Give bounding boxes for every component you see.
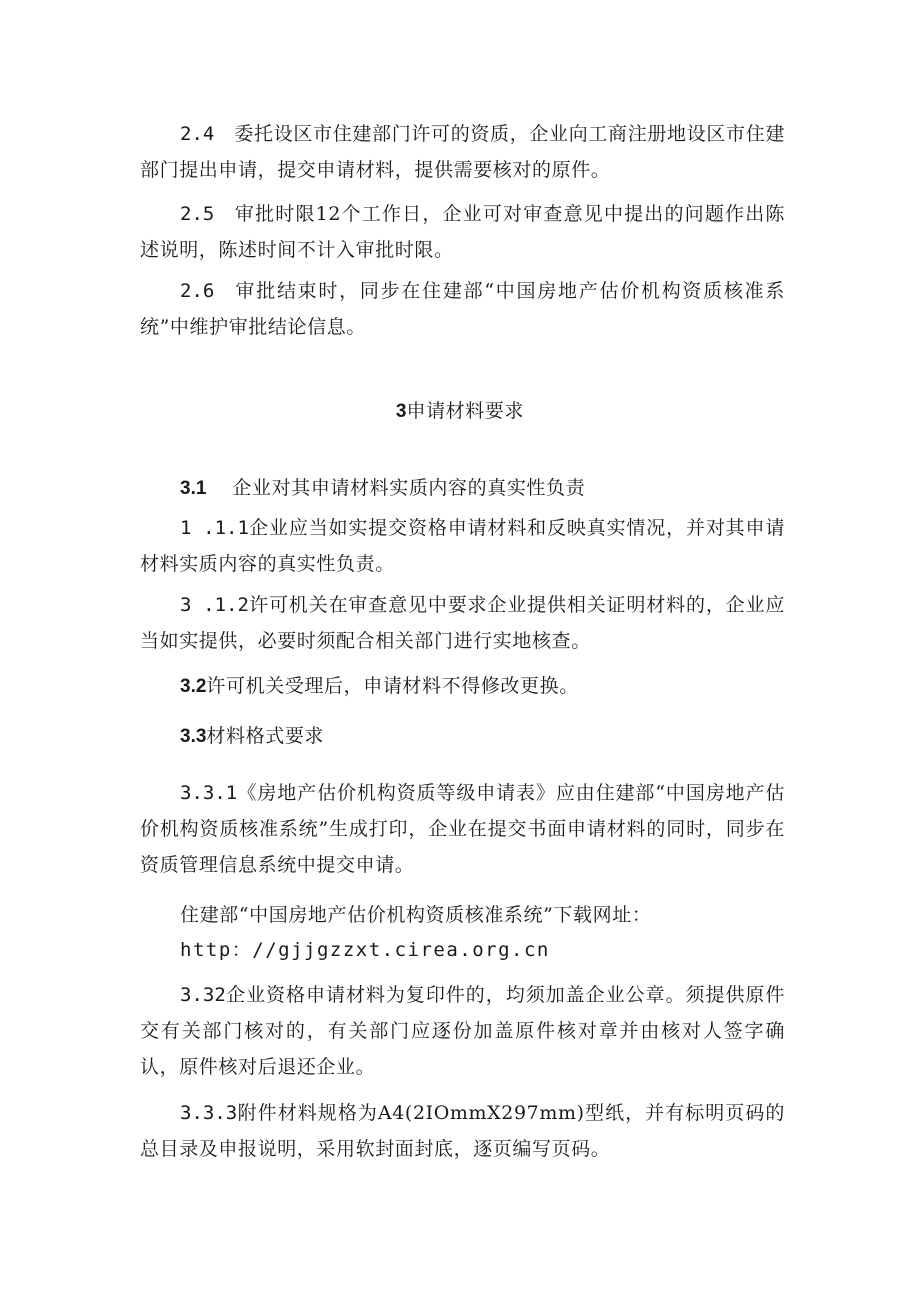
download-url: http：//gjjgzzxt.cirea.org.cn	[180, 939, 550, 961]
heading-text: 申请材料要求	[406, 400, 525, 422]
paragraph-text: 许可机关受理后，申请材料不得修改更换。	[206, 675, 579, 697]
section-number: 3.3.3	[180, 1102, 238, 1124]
paragraph-text: 住建部“中国房地产估价机构资质核准系统”下载网址：	[180, 904, 652, 926]
section-number: 3.3	[180, 726, 207, 747]
paragraph-2-4	[140, 116, 785, 188]
paragraph-3-3-1	[140, 775, 785, 883]
section-number: 3 .1.2	[180, 594, 249, 616]
paragraph-3-1-1	[140, 510, 785, 582]
paragraph-url	[140, 932, 785, 968]
paragraph-3-3-2	[140, 977, 785, 1085]
section-number: 2.4	[180, 123, 215, 145]
paragraph-3-3-3	[140, 1095, 785, 1167]
paragraph-text: 材料格式要求	[206, 725, 325, 747]
section-number: 3.2	[180, 676, 207, 697]
paragraph-2-6	[140, 273, 785, 345]
section-number: 1 .1.1	[180, 517, 249, 539]
section-heading-3	[0, 393, 920, 430]
section-number: 3.1	[180, 478, 207, 499]
paragraph-2-5	[140, 196, 785, 268]
paragraph-text: 审批时限12个工作日，企业可对审查意见中提出的问题作出陈述说明，陈述时间不计入审批时限。	[140, 203, 785, 261]
paragraph-text: 审批结束时，同步在住建部“中国房地产估价机构资质核准系统”中维护审批结论信息。	[140, 280, 785, 338]
paragraph-3-1	[140, 470, 785, 507]
section-number: 3.3.1	[180, 782, 238, 804]
section-number: 2.6	[180, 280, 215, 302]
paragraph-download-label	[140, 897, 785, 933]
paragraph-text: 委托设区市住建部门许可的资质，企业向工商注册地设区市住建部门提出申请，提交申请材料，提供需要核对的原件。	[140, 123, 785, 181]
paragraph-3-2	[140, 668, 785, 705]
paragraph-text: 许可机关在审查意见中要求企业提供相关证明材料的，企业应当如实提供，必要时须配合相关部门进行实地核查。	[140, 594, 785, 652]
paragraph-text: 附件材料规格为A4(2IOmmX297mm)型纸，并有标明页码的总目录及申报说明，采用软封面封底，逐页编写页码。	[140, 1102, 785, 1160]
paragraph-3-1-2	[140, 587, 785, 659]
paragraph-text: 企业资格申请材料为复印件的，均须加盖企业公章。须提供原件交有关部门核对的，有关部门应逐份加盖原件核对章并由核对人签字确认，原件核对后退还企业。	[140, 984, 785, 1078]
section-number: 3.32	[180, 984, 226, 1006]
paragraph-text: 企业应当如实提交资格申请材料和反映真实情况，并对其申请材料实质内容的真实性负责。	[140, 517, 785, 575]
section-number: 2.5	[180, 203, 215, 225]
section-number: 3	[395, 401, 407, 422]
paragraph-text: 企业对其申请材料实质内容的真实性负责	[232, 477, 586, 499]
paragraph-3-3	[140, 718, 785, 755]
paragraph-text: 《房地产估价机构资质等级申请表》应由住建部“中国房地产估价机构资质核准系统”生成打印，企业在提交书面申请材料的同时，同步在资质管理信息系统中提交申请。	[140, 782, 785, 876]
